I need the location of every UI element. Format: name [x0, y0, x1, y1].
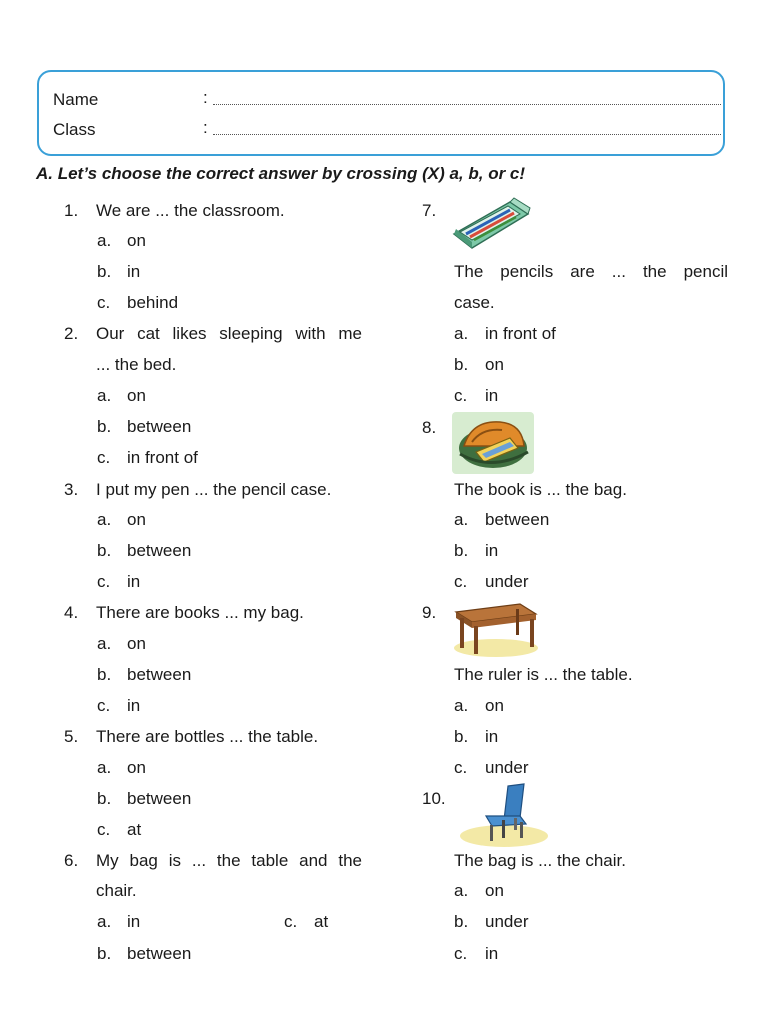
option-letter[interactable]: b. — [454, 541, 469, 560]
option-text[interactable]: on — [127, 510, 146, 529]
question-text: There are books ... my bag. — [96, 603, 304, 622]
option-text[interactable]: on — [485, 881, 504, 900]
student-info-box — [37, 70, 725, 156]
question-text: The pencils are ... the pencil — [454, 262, 728, 281]
option-letter[interactable]: c. — [97, 572, 111, 591]
option-text[interactable]: in — [127, 572, 141, 591]
question-text: case. — [454, 293, 495, 312]
option-letter[interactable]: b. — [97, 541, 112, 560]
option-letter[interactable]: b. — [454, 912, 469, 931]
name-label: Name — [53, 90, 99, 109]
option-letter[interactable]: c. — [454, 572, 468, 591]
option-letter[interactable]: b. — [97, 944, 112, 963]
option-letter[interactable]: a. — [454, 696, 469, 715]
option-letter[interactable]: c. — [97, 448, 111, 467]
question-number: 2. — [64, 324, 79, 343]
option-text[interactable]: on — [127, 634, 146, 653]
option-letter[interactable]: a. — [97, 386, 112, 405]
option-text[interactable]: on — [485, 696, 504, 715]
class-label: Class — [53, 120, 96, 139]
section-instruction: A. Let’s choose the correct answer by crossing (X) a, b, or c! — [36, 164, 526, 183]
option-letter[interactable]: b. — [97, 262, 112, 281]
option-letter[interactable]: a. — [454, 324, 469, 343]
option-text[interactable]: under — [485, 912, 529, 931]
option-text[interactable]: on — [127, 758, 146, 777]
question-text: My bag is ... the table and the — [96, 851, 362, 870]
question-text: I put my pen ... the pencil case. — [96, 480, 332, 499]
option-text[interactable]: on — [485, 355, 504, 374]
question-number: 5. — [64, 727, 79, 746]
option-letter[interactable]: c. — [97, 820, 111, 839]
option-text[interactable]: between — [127, 541, 192, 560]
pencil-case-icon — [450, 196, 532, 252]
option-text[interactable]: under — [485, 758, 529, 777]
option-text[interactable]: under — [485, 572, 529, 591]
option-letter[interactable]: a. — [454, 881, 469, 900]
option-text[interactable]: in front of — [485, 324, 556, 343]
question-text: The bag is ... the chair. — [454, 851, 626, 870]
question-number: 8. — [422, 418, 437, 437]
question-number: 1. — [64, 201, 79, 220]
question-text: We are ... the classroom. — [96, 201, 285, 220]
option-text[interactable]: on — [127, 231, 146, 250]
class-field[interactable] — [213, 134, 721, 135]
option-letter[interactable]: a. — [97, 912, 112, 931]
option-text[interactable]: between — [485, 510, 550, 529]
question-text: The ruler is ... the table. — [454, 665, 633, 684]
option-text[interactable]: in — [485, 541, 499, 560]
option-letter[interactable]: c. — [454, 944, 468, 963]
option-text[interactable]: in — [127, 696, 141, 715]
option-letter[interactable]: b. — [97, 665, 112, 684]
question-text: chair. — [96, 881, 137, 900]
option-text[interactable]: in front of — [127, 448, 198, 467]
option-text[interactable]: on — [127, 386, 146, 405]
option-letter[interactable]: a. — [454, 510, 469, 529]
option-letter[interactable]: b. — [97, 417, 112, 436]
option-letter[interactable]: a. — [97, 510, 112, 529]
question-number: 6. — [64, 851, 79, 870]
bag-with-book-icon — [452, 412, 534, 474]
option-text[interactable]: behind — [127, 293, 179, 312]
option-text[interactable]: between — [127, 665, 192, 684]
option-text[interactable]: between — [127, 417, 192, 436]
option-letter[interactable]: c. — [454, 758, 468, 777]
option-text[interactable]: in — [485, 386, 499, 405]
question-number: 4. — [64, 603, 79, 622]
option-letter[interactable]: c. — [284, 912, 298, 931]
option-letter[interactable]: c. — [97, 696, 111, 715]
option-text[interactable]: in — [485, 944, 499, 963]
question-number: 10. — [422, 789, 446, 808]
option-letter[interactable]: b. — [97, 789, 112, 808]
question-number: 7. — [422, 201, 437, 220]
option-letter[interactable]: a. — [97, 758, 112, 777]
question-text: There are bottles ... the table. — [96, 727, 319, 746]
option-letter[interactable]: a. — [97, 231, 112, 250]
option-text[interactable]: at — [127, 820, 142, 839]
option-text[interactable]: between — [127, 789, 192, 808]
option-letter[interactable]: b. — [454, 355, 469, 374]
name-colon: : — [203, 88, 208, 107]
option-letter[interactable]: b. — [454, 727, 469, 746]
question-text: The book is ... the bag. — [454, 480, 627, 499]
option-letter[interactable]: a. — [97, 634, 112, 653]
class-colon: : — [203, 118, 208, 137]
question-number: 9. — [422, 603, 437, 622]
question-text: ... the bed. — [96, 355, 177, 374]
name-field[interactable] — [213, 104, 721, 105]
option-text[interactable]: at — [314, 912, 329, 931]
option-letter[interactable]: c. — [97, 293, 111, 312]
option-text[interactable]: in — [485, 727, 499, 746]
question-text: Our cat likes sleeping with me — [96, 324, 362, 343]
option-text[interactable]: in — [127, 262, 141, 281]
option-text[interactable]: between — [127, 944, 192, 963]
option-text[interactable]: in — [127, 912, 141, 931]
chair-icon — [456, 782, 550, 848]
table-icon — [450, 600, 540, 658]
option-letter[interactable]: c. — [454, 386, 468, 405]
question-number: 3. — [64, 480, 79, 499]
